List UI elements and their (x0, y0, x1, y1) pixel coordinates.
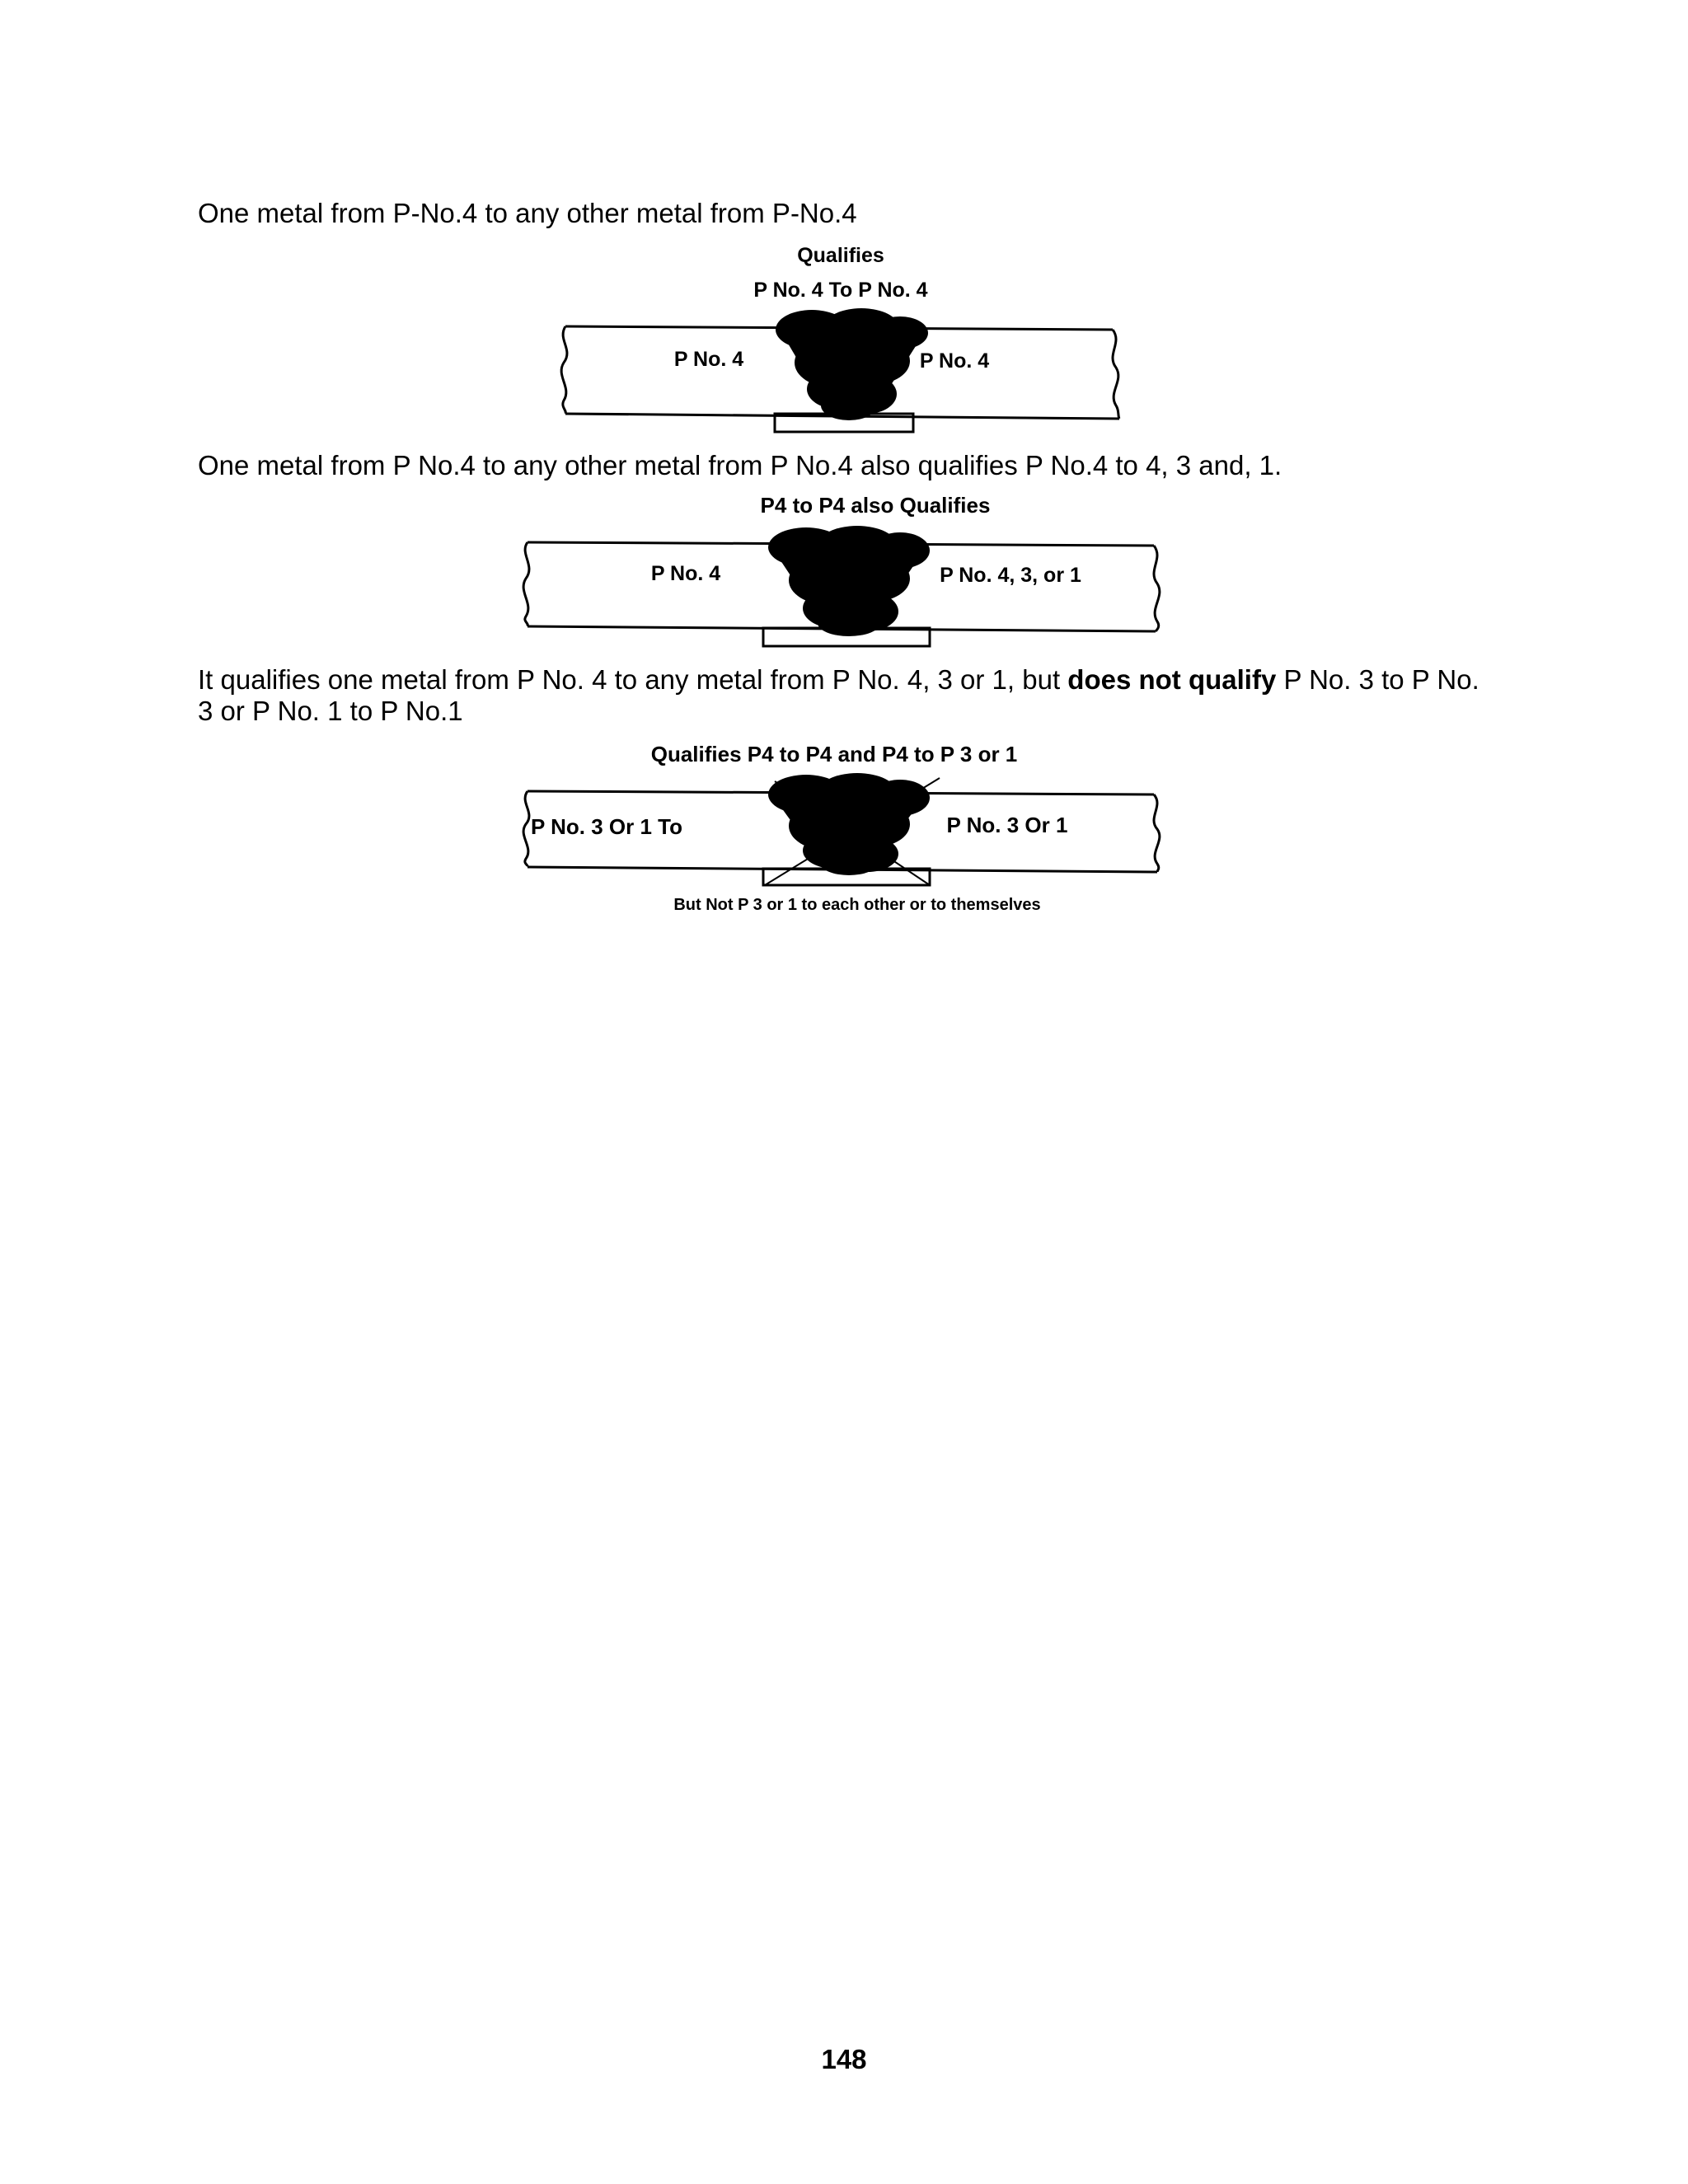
figure-3-left-label: P No. 3 Or 1 To (531, 814, 682, 839)
figure-3-weld-bead (768, 773, 930, 875)
paragraph-2: One metal from P No.4 to any other metal from P No.4 also qualifies P No.4 to 4, 3 and, 1. (198, 450, 1282, 480)
paragraph-3-text-a: It qualifies one metal from P No. 4 to any metal from P No. 4, 3 or 1, but (198, 664, 1068, 695)
paragraph-3-bold: does not qualify (1067, 664, 1277, 695)
figure-1 (561, 244, 1119, 432)
figure-1-left-label: P No. 4 (673, 348, 744, 371)
figure-1-title-1: Qualifies (797, 244, 884, 267)
page-number: 148 (821, 2044, 867, 2074)
figure-3-title: Qualifies P4 to P4 and P4 to P 3 or 1 (650, 742, 1018, 766)
figure-2 (523, 493, 1160, 646)
paragraph-3-text-b: P No. 3 to P No. 3 or P No. 1 to P No.1 (198, 664, 1479, 726)
figure-1-right-label: P No. 4 (919, 349, 990, 373)
figure-2-weld-bead (768, 526, 930, 636)
figure-2-title: P4 to P4 also Qualifies (760, 493, 991, 518)
figure-1-title-2: P No. 4 To P No. 4 (753, 279, 928, 302)
figure-3 (523, 742, 1160, 914)
figure-3-right-label: P No. 3 Or 1 (946, 813, 1068, 837)
figure-3-caption: But Not P 3 or 1 to each other or to themselves (673, 896, 1041, 914)
figure-2-left-label: P No. 4 (650, 562, 721, 585)
paragraph-1: One metal from P-No.4 to any other metal from P-No.4 (198, 198, 857, 228)
figure-2-right-label: P No. 4, 3, or 1 (940, 564, 1081, 587)
figure-1-weld-bead (776, 308, 928, 420)
